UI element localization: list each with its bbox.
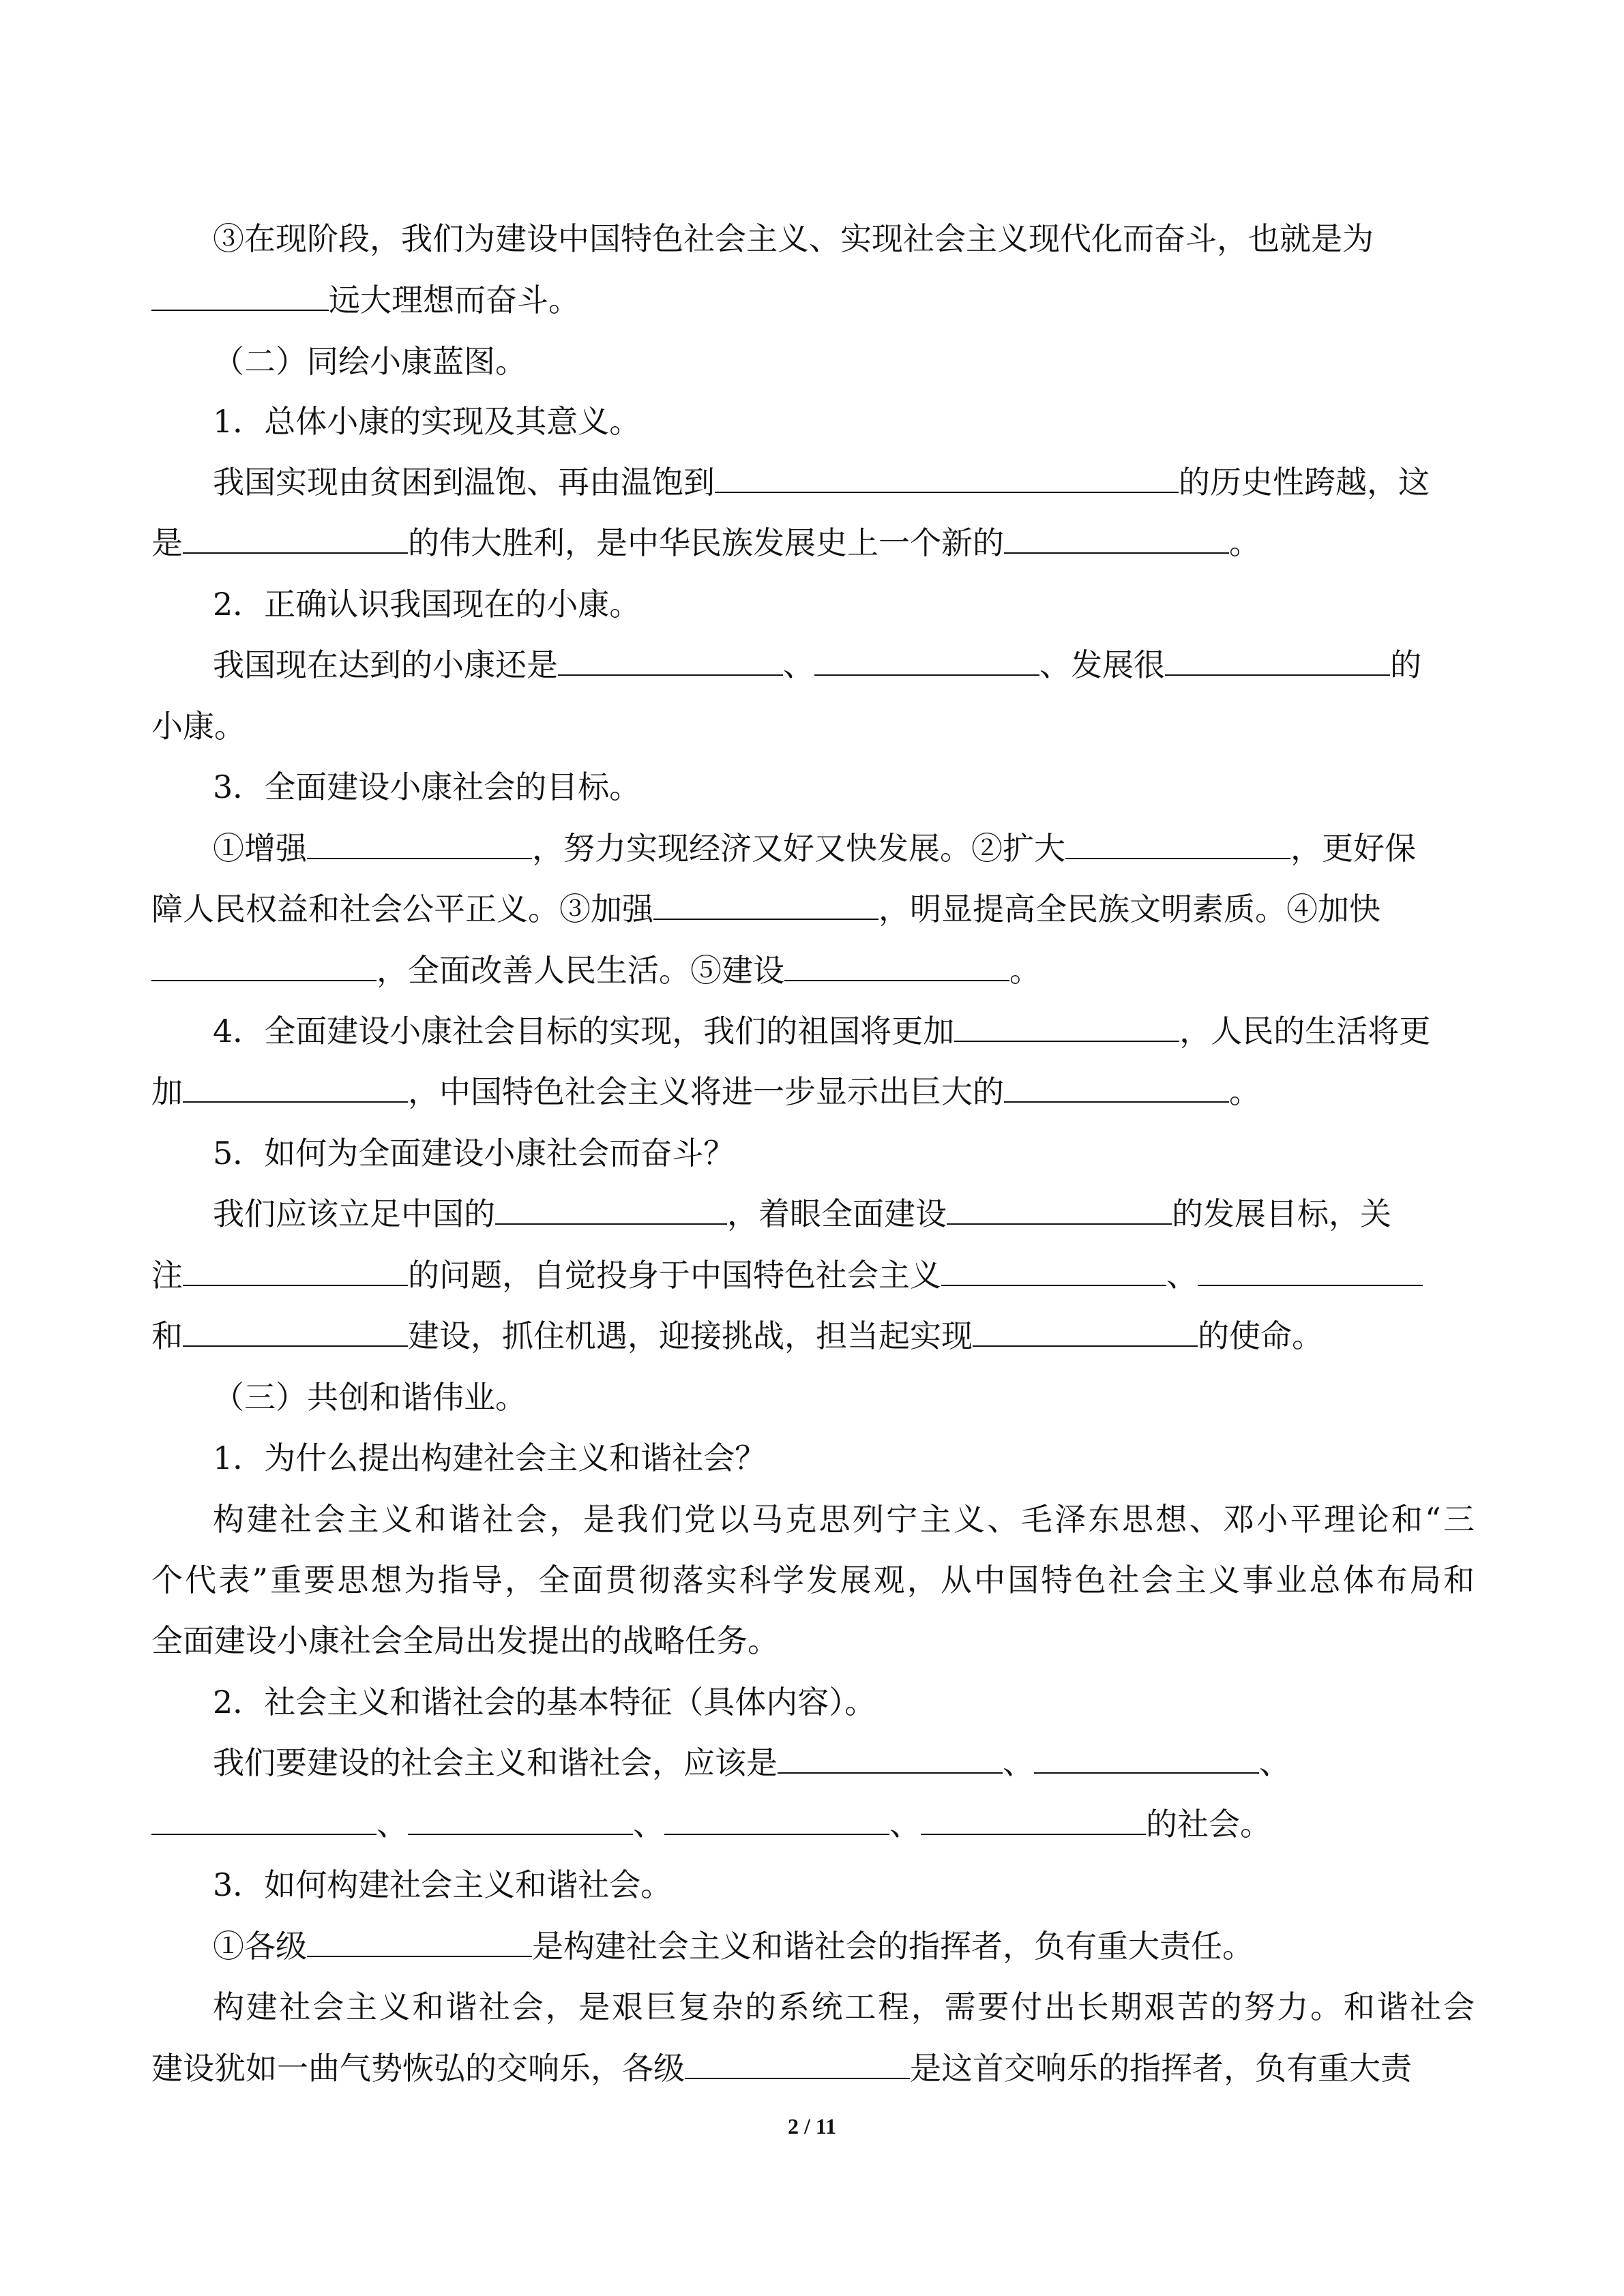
fill-in-blank[interactable] — [558, 644, 783, 676]
text: 的伟大胜利，是中华民族发展史上一个新的 — [408, 524, 1004, 561]
text: 个代表”重要思想为指导，全面贯彻落实科学发展观，从中国特色社会主义事业总体布局和 — [151, 1562, 1475, 1598]
fill-in-blank[interactable] — [685, 2048, 910, 2079]
text: 、发展很 — [1039, 646, 1165, 683]
text: 和 — [151, 1317, 183, 1354]
question-heading — [213, 1864, 1475, 1905]
text: 我国现在达到的小康还是 — [213, 646, 558, 683]
paragraph-line — [151, 522, 1475, 563]
section-heading — [213, 1377, 1475, 1418]
fill-in-blank[interactable] — [307, 1926, 532, 1957]
paragraph-line — [151, 1071, 1475, 1112]
paragraph-line — [151, 2048, 1475, 2089]
fill-in-blank[interactable] — [1165, 644, 1390, 676]
text: 建设犹如一曲气势恢弘的交响乐，各级 — [151, 2050, 685, 2087]
text: ①增强 — [213, 830, 307, 867]
fill-in-blank[interactable] — [495, 1193, 727, 1225]
paragraph-line — [151, 280, 1475, 320]
paragraph-line — [213, 1011, 1475, 1052]
text: 。 — [1009, 952, 1041, 989]
text: 障人民权益和社会公平正义。③加强 — [151, 891, 653, 927]
fill-in-blank[interactable] — [183, 1315, 408, 1347]
text: 的使命。 — [1198, 1317, 1323, 1354]
text: 3．如何构建社会主义和谐社会。 — [213, 1866, 673, 1903]
text: 是构建社会主义和谐社会的指挥者，负有重大责任。 — [532, 1928, 1254, 1965]
text: 、 — [1003, 1744, 1034, 1781]
text: 远大理想而奋斗。 — [329, 282, 580, 318]
paragraph-line — [213, 644, 1475, 685]
text: 小康。 — [151, 708, 246, 745]
paragraph-line — [151, 1255, 1475, 1296]
text: 、 — [1259, 1744, 1290, 1781]
fill-in-blank[interactable] — [1034, 1742, 1259, 1774]
text: 我们要建设的社会主义和谐社会，应该是 — [213, 1744, 778, 1781]
text: ，全面改善人民生活。⑤建设 — [377, 952, 784, 989]
paragraph-line — [151, 1560, 1475, 1600]
paragraph-line — [213, 1499, 1475, 1540]
text: ，明显提高全民族文明素质。④加快 — [879, 891, 1381, 927]
fill-in-blank[interactable] — [941, 1255, 1166, 1286]
text: ，着眼全面建设 — [727, 1195, 947, 1232]
text: ，中国特色社会主义将进一步显示出巨大的 — [408, 1073, 1004, 1110]
paragraph-line — [151, 1620, 1475, 1661]
text: ，努力实现经济又好又快发展。②扩大 — [532, 830, 1065, 867]
fill-in-blank[interactable] — [183, 1071, 408, 1103]
text: 3．全面建设小康社会的目标。 — [213, 769, 641, 805]
paragraph-line — [151, 1804, 1475, 1845]
text: 4．全面建设小康社会目标的实现，我们的祖国将更加 — [213, 1013, 955, 1049]
fill-in-blank[interactable] — [1004, 522, 1229, 554]
fill-in-blank[interactable] — [1004, 1071, 1229, 1103]
text: ，人民的生活将更 — [1179, 1013, 1431, 1049]
text: 的 — [1390, 646, 1421, 683]
text: 的社会。 — [1146, 1806, 1271, 1843]
paragraph-line — [213, 1986, 1475, 2027]
text: （二）同绘小康蓝图。 — [213, 343, 527, 380]
text: 2．正确认识我国现在的小康。 — [213, 586, 641, 623]
text: 、 — [633, 1806, 664, 1843]
fill-in-blank[interactable] — [151, 1804, 377, 1835]
text: 加 — [151, 1073, 183, 1110]
text: 我们应该立足中国的 — [213, 1195, 495, 1232]
text: ①各级 — [213, 1928, 307, 1965]
text: 、 — [783, 646, 814, 683]
fill-in-blank[interactable] — [1065, 828, 1290, 859]
fill-in-blank[interactable] — [183, 522, 408, 554]
text: 构建社会主义和谐社会，是艰巨复杂的系统工程，需要付出长期艰苦的努力。和谐社会 — [213, 1988, 1475, 2025]
section-heading — [213, 341, 1475, 382]
text: 。 — [1229, 524, 1260, 561]
text: 是这首交响乐的指挥者，负有重大责 — [910, 2050, 1412, 2087]
paragraph-line — [151, 706, 1475, 747]
text: 的问题，自觉投身于中国特色社会主义 — [408, 1257, 941, 1294]
text: 2．社会主义和谐社会的基本特征（具体内容）。 — [213, 1684, 876, 1720]
fill-in-blank[interactable] — [408, 1804, 633, 1835]
question-heading — [213, 584, 1475, 625]
text: 注 — [151, 1257, 183, 1294]
fill-in-blank[interactable] — [307, 828, 532, 859]
question-heading — [213, 1133, 1475, 1174]
text: 。 — [1229, 1073, 1260, 1110]
fill-in-blank[interactable] — [664, 1804, 889, 1835]
fill-in-blank[interactable] — [183, 1255, 408, 1286]
paragraph-line — [213, 1926, 1475, 1967]
paragraph-line — [213, 218, 1475, 259]
page-number: 2 / 11 — [787, 2114, 837, 2138]
question-heading — [213, 766, 1475, 807]
text: 全面建设小康社会全局出发提出的战略任务。 — [151, 1622, 779, 1659]
text: 的历史性跨越，这 — [1179, 464, 1430, 501]
text: 、 — [889, 1806, 921, 1843]
text: 是 — [151, 524, 183, 561]
text: 、 — [377, 1806, 408, 1843]
fill-in-blank[interactable] — [814, 644, 1039, 676]
text: 5．如何为全面建设小康社会而奋斗？ — [213, 1135, 735, 1172]
question-heading — [213, 401, 1475, 442]
paragraph-line — [213, 828, 1475, 869]
fill-in-blank[interactable] — [151, 950, 377, 981]
paragraph-line — [151, 889, 1475, 929]
text: 我国实现由贫困到温饱、再由温饱到 — [213, 464, 715, 501]
paragraph-line — [151, 1315, 1475, 1356]
fill-in-blank[interactable] — [954, 1011, 1179, 1042]
text: 、 — [1166, 1257, 1198, 1294]
fill-in-blank[interactable] — [973, 1315, 1198, 1347]
question-heading — [213, 1682, 1475, 1723]
fill-in-blank[interactable] — [778, 1742, 1003, 1774]
paragraph-line — [213, 1742, 1475, 1783]
fill-in-blank[interactable] — [1198, 1255, 1423, 1286]
text: 1．总体小康的实现及其意义。 — [213, 403, 641, 440]
question-heading — [213, 1437, 1475, 1478]
fill-in-blank[interactable] — [653, 889, 879, 920]
paragraph-line — [213, 462, 1475, 503]
fill-in-blank[interactable] — [921, 1804, 1146, 1835]
paragraph-line — [213, 1193, 1475, 1234]
fill-in-blank[interactable] — [715, 462, 1179, 493]
text: 的发展目标，关 — [1172, 1195, 1391, 1232]
fill-in-blank[interactable] — [151, 280, 329, 311]
text: ，更好保 — [1290, 830, 1416, 867]
fill-in-blank[interactable] — [947, 1193, 1172, 1225]
text: （三）共创和谐伟业。 — [213, 1379, 527, 1416]
text: 1．为什么提出构建社会主义和谐社会？ — [213, 1440, 767, 1476]
text: 构建社会主义和谐社会，是我们党以马克思列宁主义、毛泽东思想、邓小平理论和“三 — [213, 1501, 1475, 1538]
paragraph-line — [151, 950, 1475, 991]
text: ③在现阶段，我们为建设中国特色社会主义、实现社会主义现代化而奋斗，也就是为 — [213, 220, 1374, 257]
text: 建设，抓住机遇，迎接挑战，担当起实现 — [408, 1317, 973, 1354]
fill-in-blank[interactable] — [784, 950, 1009, 981]
